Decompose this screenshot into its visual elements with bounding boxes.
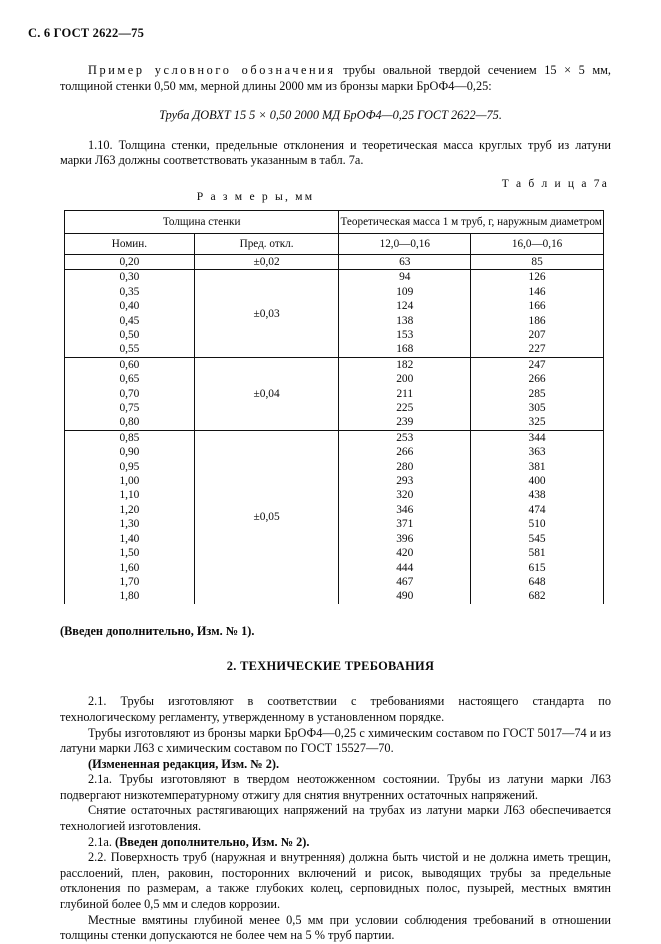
page-content	[28, 26, 633, 944]
table-header-row-groups	[65, 210, 604, 233]
paragraph-2-2: 2.2. Поверхность труб (наружная и внутренняя) должна быть чистой и не должна иметь трещин, расслоений, плен, раковин, посторонних включений и рисок, выводящих трубы за предельные отклонения по размерам, а также глубоких колец, серповидных полос, пузырей, местных вмятин глубиной более 0,5 мм и следов коррозии.	[60, 850, 611, 912]
cell-value: 166	[528, 300, 546, 313]
cell-value: 0,35	[119, 285, 140, 298]
cell-value: 124	[396, 300, 414, 313]
cell-value: 648	[528, 575, 546, 588]
cell-value: 94	[399, 271, 411, 284]
cell-value: 182	[396, 358, 414, 371]
example-text: трубы овальной твердой сечением 15 × 5 мм, толщиной стенки 0,50 мм, мерной длины 2000 мм из бронзы марки БрОФ4—0,25:	[60, 63, 611, 93]
cell-mass-12	[339, 254, 471, 269]
cell-value: 615	[528, 561, 546, 574]
cell-value: 1,20	[119, 503, 140, 516]
cell-mass-16	[471, 254, 604, 269]
cell-mass-16	[471, 430, 604, 603]
cell-value: 490	[396, 590, 414, 603]
spacer	[28, 604, 633, 624]
header-diameter-12: 12,0—0,16	[339, 233, 471, 254]
cell-value: 581	[528, 547, 546, 560]
cell-value: 0,50	[119, 329, 140, 341]
paragraph-2-1a-b: Снятие остаточных растягивающих напряжений на трубах из латуни марки Л63 обеспечивается технологией изготовления.	[60, 803, 611, 834]
spacer	[28, 124, 633, 138]
paragraph-2-1: 2.1. Трубы изготовляют в соответствии с требованиями настоящего стандарта по технологическому регламенту, утвержденному в установленном порядке.	[60, 694, 611, 724]
cell-mass-16	[471, 357, 604, 430]
cell-value: 1,00	[119, 475, 140, 488]
cell-value: 467	[396, 575, 414, 588]
cell-mass-12	[339, 430, 471, 603]
cell-value: 63	[399, 255, 411, 268]
cell-value: 0,40	[119, 300, 140, 313]
cell-value: 325	[528, 416, 546, 429]
cell-value: 85	[531, 255, 543, 268]
header-wall-thickness: Толщина стенки	[65, 210, 339, 233]
paragraph-example	[28, 63, 633, 94]
header-nominal: Номин.	[65, 233, 195, 254]
cell-value: 266	[528, 373, 546, 386]
cell-value: 0,55	[119, 343, 140, 356]
cell-value: 0,20	[119, 255, 140, 268]
table-row	[65, 254, 604, 269]
cell-value: 344	[528, 431, 546, 444]
cell-value: 363	[528, 446, 546, 459]
paragraph-2-1-b: Трубы изготовляют из бронзы марки БрОФ4—0,25 с химическим составом по ГОСТ 5017—74 и из латуни марки Л63 с химическим составом по ГОСТ 15527—70.	[60, 725, 611, 756]
cell-value: 1,60	[119, 561, 140, 574]
note-added-2: (Введен дополнительно, Изм. № 2).	[114, 834, 310, 849]
cell-deviation: ±0,05	[194, 430, 339, 603]
cell-value: 682	[528, 590, 546, 603]
cell-value: 420	[396, 547, 414, 560]
table-row	[65, 430, 604, 603]
cell-nominal	[65, 357, 195, 430]
spacer	[28, 169, 633, 178]
cell-value: 168	[396, 343, 414, 356]
cell-deviation: ±0,03	[194, 270, 339, 357]
spacer	[28, 94, 633, 108]
cell-deviation: ±0,02	[194, 254, 339, 269]
cell-value: 247	[528, 358, 546, 371]
cell-value: 211	[396, 387, 414, 400]
note-revised-2: (Измененная редакция, Изм. № 2).	[88, 756, 280, 771]
cell-value: 1,50	[119, 547, 140, 560]
cell-value: 0,70	[119, 387, 140, 400]
cell-value: 138	[396, 314, 414, 327]
cell-value: 381	[528, 460, 546, 473]
cell-value: 0,85	[119, 431, 140, 444]
cell-value: 186	[528, 314, 546, 327]
cell-value: 1,10	[119, 489, 140, 502]
cell-value: 444	[396, 561, 414, 574]
dimensions-table-wrapper	[64, 210, 604, 604]
table-header-row-columns	[65, 233, 604, 254]
table-caption-units: Р а з м е р ы, мм	[196, 189, 315, 203]
spacer	[28, 639, 633, 659]
cell-value: 0,60	[119, 358, 140, 371]
cell-value: 109	[396, 285, 414, 298]
cell-deviation: ±0,04	[194, 357, 339, 430]
paragraph-2-2-b: Местные вмятины глубиной менее 0,5 мм при условии соблюдения требований в отношении толщины стенки допускаются не более чем на 5 % труб партии.	[60, 912, 611, 943]
cell-value: 396	[396, 532, 414, 545]
cell-value: 285	[528, 387, 546, 400]
cell-value: 280	[396, 460, 414, 473]
cell-value: 227	[528, 343, 546, 356]
dimensions-table	[64, 210, 604, 604]
cell-value: 371	[396, 518, 414, 531]
paragraph-designation: Труба ДОВХТ 15 5 × 0,50 2000 МД БрОФ4—0,25 ГОСТ 2622—75.	[159, 108, 502, 123]
cell-value: 200	[396, 373, 414, 386]
cell-value: 146	[528, 285, 546, 298]
cell-value: 320	[396, 489, 414, 502]
cell-nominal	[65, 254, 195, 269]
section-heading-2: 2. ТЕХНИЧЕСКИЕ ТРЕБОВАНИЯ	[226, 659, 435, 674]
paragraph-2-1a-note	[28, 835, 633, 851]
cell-value: 0,90	[119, 446, 140, 459]
cell-value: 400	[528, 475, 546, 488]
note-number: 2.1а.	[88, 834, 115, 849]
cell-value: 438	[528, 489, 546, 502]
cell-value: 266	[396, 446, 414, 459]
cell-value: 0,80	[119, 416, 140, 429]
header-deviation: Пред. откл.	[194, 233, 339, 254]
paragraph-clause-1-10: 1.10. Толщина стенки, предельные отклонения и теоретическая масса круглых труб из латуни марки Л63 должны соответствовать указанным в табл. 7а.	[60, 137, 611, 168]
example-label: Пример условного обозначения	[88, 63, 336, 77]
cell-value: 0,45	[119, 314, 140, 327]
cell-value: 153	[396, 329, 414, 341]
cell-mass-16	[471, 270, 604, 357]
cell-value: 510	[528, 518, 546, 531]
cell-value: 1,40	[119, 532, 140, 545]
spacer	[28, 674, 633, 694]
cell-value: 239	[396, 416, 414, 429]
page-header: С. 6 ГОСТ 2622—75	[28, 26, 145, 40]
cell-value: 126	[528, 271, 546, 284]
table-caption-number: Т а б л и ц а 7а	[501, 177, 609, 190]
table-row	[65, 357, 604, 430]
cell-value: 293	[396, 475, 414, 488]
cell-value: 0,75	[119, 402, 140, 415]
cell-value: 0,95	[119, 460, 140, 473]
cell-value: 474	[528, 503, 546, 516]
cell-value: 225	[396, 402, 414, 415]
cell-value: 1,30	[119, 518, 140, 531]
cell-value: 207	[528, 329, 546, 341]
cell-value: 1,80	[119, 590, 140, 603]
header-diameter-16: 16,0—0,16	[471, 233, 604, 254]
table-row	[65, 270, 604, 357]
cell-value: 1,70	[119, 575, 140, 588]
cell-nominal	[65, 270, 195, 357]
cell-value: 305	[528, 402, 546, 415]
cell-value: 0,30	[119, 271, 140, 284]
cell-value: 0,65	[119, 373, 140, 386]
note-added-1: (Введен дополнительно, Изм. № 1).	[60, 623, 255, 638]
cell-mass-12	[339, 270, 471, 357]
cell-value: 545	[528, 532, 546, 545]
cell-value: 346	[396, 503, 414, 516]
cell-nominal	[65, 430, 195, 603]
cell-mass-12	[339, 357, 471, 430]
cell-value: 253	[396, 431, 414, 444]
header-theoretical-mass: Теоретическая масса 1 м труб, г, наружным диаметром	[339, 210, 604, 233]
paragraph-2-1a: 2.1а. Трубы изготовляют в твердом неотожженном состоянии. Трубы из латуни марки Л63 подвергают низкотемпературному отжигу для снятия внутренних остаточных напряжений.	[60, 772, 611, 802]
